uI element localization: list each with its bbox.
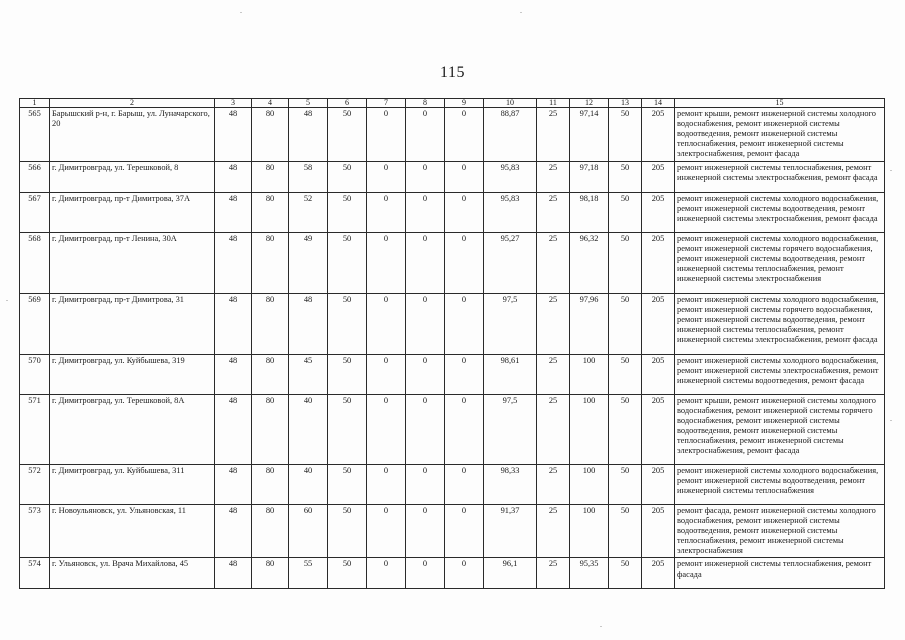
table-cell: 50 bbox=[328, 233, 367, 294]
table-cell: 55 bbox=[289, 558, 328, 589]
table-cell: 50 bbox=[328, 355, 367, 395]
works-cell: ремонт инженерной системы холодного водоснабжения, ремонт инженерной системы водоотведения, ремонт инженерной системы электроснабжения, ремонт фасада bbox=[675, 193, 885, 233]
table-row bbox=[20, 395, 885, 465]
table-cell: 205 bbox=[642, 108, 675, 162]
row-number-cell: 566 bbox=[20, 162, 50, 193]
register-table bbox=[19, 98, 885, 589]
table-cell: 25 bbox=[537, 465, 570, 505]
table-body bbox=[20, 108, 885, 589]
table-cell: 100 bbox=[570, 395, 609, 465]
table-cell: 95,83 bbox=[484, 193, 537, 233]
table-cell: 49 bbox=[289, 233, 328, 294]
table-cell: 25 bbox=[537, 355, 570, 395]
table-cell: 50 bbox=[328, 193, 367, 233]
table-cell: 0 bbox=[367, 108, 406, 162]
table-row bbox=[20, 465, 885, 505]
table-cell: 97,5 bbox=[484, 395, 537, 465]
address-cell: г. Димитровград, пр-т Димитрова, 31 bbox=[50, 294, 215, 355]
table-cell: 80 bbox=[252, 465, 289, 505]
table-cell: 0 bbox=[406, 505, 445, 558]
column-header: 6 bbox=[328, 99, 367, 108]
row-number-cell: 565 bbox=[20, 108, 50, 162]
table-cell: 0 bbox=[445, 395, 484, 465]
table-cell: 40 bbox=[289, 395, 328, 465]
table-cell: 50 bbox=[328, 558, 367, 589]
table-cell: 50 bbox=[328, 162, 367, 193]
table-cell: 25 bbox=[537, 505, 570, 558]
table-cell: 50 bbox=[328, 395, 367, 465]
table-cell: 96,32 bbox=[570, 233, 609, 294]
table-cell: 50 bbox=[609, 395, 642, 465]
table-cell: 80 bbox=[252, 505, 289, 558]
table-cell: 205 bbox=[642, 505, 675, 558]
table-cell: 97,96 bbox=[570, 294, 609, 355]
column-header: 14 bbox=[642, 99, 675, 108]
column-header: 2 bbox=[50, 99, 215, 108]
table-cell: 100 bbox=[570, 355, 609, 395]
table-cell: 25 bbox=[537, 294, 570, 355]
table-cell: 0 bbox=[367, 355, 406, 395]
table-cell: 25 bbox=[537, 193, 570, 233]
works-cell: ремонт инженерной системы холодного водоснабжения, ремонт инженерной системы горячего водоснабжения, ремонт инженерной системы водоотведения, ремонт инженерной системы теплоснабжения, ремонт инженерной системы электроснабжения bbox=[675, 233, 885, 294]
table-cell: 95,27 bbox=[484, 233, 537, 294]
table-cell: 45 bbox=[289, 355, 328, 395]
page-number: 115 bbox=[440, 64, 465, 81]
table-row bbox=[20, 233, 885, 294]
row-number-cell: 574 bbox=[20, 558, 50, 589]
table-cell: 0 bbox=[367, 294, 406, 355]
table-cell: 48 bbox=[215, 233, 252, 294]
table-cell: 48 bbox=[215, 395, 252, 465]
table-cell: 0 bbox=[406, 294, 445, 355]
row-number-cell: 571 bbox=[20, 395, 50, 465]
table-cell: 50 bbox=[609, 465, 642, 505]
table-cell: 50 bbox=[328, 294, 367, 355]
table-cell: 52 bbox=[289, 193, 328, 233]
table-cell: 48 bbox=[215, 355, 252, 395]
table-cell: 0 bbox=[367, 233, 406, 294]
header-row bbox=[20, 99, 885, 108]
table-cell: 0 bbox=[445, 505, 484, 558]
table-cell: 95,35 bbox=[570, 558, 609, 589]
table-cell: 205 bbox=[642, 233, 675, 294]
table-cell: 80 bbox=[252, 233, 289, 294]
table-cell: 100 bbox=[570, 465, 609, 505]
column-header: 1 bbox=[20, 99, 50, 108]
table-cell: 50 bbox=[609, 233, 642, 294]
table-cell: 0 bbox=[406, 558, 445, 589]
table-cell: 0 bbox=[367, 395, 406, 465]
table-cell: 48 bbox=[215, 558, 252, 589]
table-cell: 25 bbox=[537, 162, 570, 193]
row-number-cell: 573 bbox=[20, 505, 50, 558]
table-row bbox=[20, 108, 885, 162]
scan-speck bbox=[6, 300, 8, 301]
table-cell: 0 bbox=[445, 162, 484, 193]
table-cell: 48 bbox=[215, 162, 252, 193]
table-cell: 48 bbox=[215, 294, 252, 355]
table-cell: 100 bbox=[570, 505, 609, 558]
table-cell: 50 bbox=[609, 108, 642, 162]
table-cell: 91,37 bbox=[484, 505, 537, 558]
works-cell: ремонт инженерной системы холодного водоснабжения, ремонт инженерной системы водоотведения, ремонт инженерной системы теплоснабжения bbox=[675, 465, 885, 505]
address-cell: г. Ульяновск, ул. Врача Михайлова, 45 bbox=[50, 558, 215, 589]
table-cell: 0 bbox=[406, 395, 445, 465]
table-cell: 50 bbox=[609, 193, 642, 233]
table-cell: 0 bbox=[445, 355, 484, 395]
table-cell: 205 bbox=[642, 294, 675, 355]
works-cell: ремонт инженерной системы холодного водоснабжения, ремонт инженерной системы горячего водоснабжения, ремонт инженерной системы водоотведения, ремонт инженерной системы теплоснабжения, ремонт инженерной системы электроснабжения, ремонт фасада bbox=[675, 294, 885, 355]
column-header: 13 bbox=[609, 99, 642, 108]
works-cell: ремонт крыши, ремонт инженерной системы холодного водоснабжения, ремонт инженерной системы водоотведения, ремонт инженерной системы теплоснабжения, ремонт инженерной системы электроснабжения, ремонт фасада bbox=[675, 108, 885, 162]
address-cell: г. Димитровград, пр-т Димитрова, 37А bbox=[50, 193, 215, 233]
table-cell: 96,1 bbox=[484, 558, 537, 589]
column-header: 9 bbox=[445, 99, 484, 108]
works-cell: ремонт инженерной системы теплоснабжения, ремонт фасада bbox=[675, 558, 885, 589]
table-cell: 0 bbox=[367, 193, 406, 233]
scan-speck bbox=[890, 170, 892, 171]
table-cell: 50 bbox=[609, 558, 642, 589]
works-cell: ремонт крыши, ремонт инженерной системы холодного водоснабжения, ремонт инженерной системы горячего водоснабжения, ремонт инженерной системы водоотведения, ремонт инженерной системы теплоснабжения, ремонт инженерной системы электроснабжения, ремонт фасада bbox=[675, 395, 885, 465]
table-cell: 0 bbox=[445, 294, 484, 355]
scan-speck bbox=[600, 626, 602, 627]
table-cell: 0 bbox=[367, 162, 406, 193]
table-cell: 205 bbox=[642, 193, 675, 233]
row-number-cell: 572 bbox=[20, 465, 50, 505]
table-cell: 25 bbox=[537, 558, 570, 589]
table-cell: 205 bbox=[642, 162, 675, 193]
table-cell: 0 bbox=[445, 108, 484, 162]
table-cell: 58 bbox=[289, 162, 328, 193]
table-cell: 0 bbox=[445, 193, 484, 233]
table-row bbox=[20, 193, 885, 233]
table-cell: 0 bbox=[406, 108, 445, 162]
table-cell: 48 bbox=[215, 465, 252, 505]
column-header: 3 bbox=[215, 99, 252, 108]
table-row bbox=[20, 355, 885, 395]
table-cell: 98,61 bbox=[484, 355, 537, 395]
table-cell: 0 bbox=[445, 558, 484, 589]
row-number-cell: 570 bbox=[20, 355, 50, 395]
address-cell: Барышский р-н, г. Барыш, ул. Луначарского, 20 bbox=[50, 108, 215, 162]
table-cell: 88,87 bbox=[484, 108, 537, 162]
table-cell: 60 bbox=[289, 505, 328, 558]
address-cell: г. Димитровград, ул. Терешковой, 8 bbox=[50, 162, 215, 193]
row-number-cell: 568 bbox=[20, 233, 50, 294]
address-cell: г. Димитровград, ул. Куйбышева, 311 bbox=[50, 465, 215, 505]
table-cell: 80 bbox=[252, 395, 289, 465]
table-cell: 50 bbox=[609, 355, 642, 395]
table-cell: 80 bbox=[252, 162, 289, 193]
table-row bbox=[20, 294, 885, 355]
address-cell: г. Димитровград, ул. Куйбышева, 319 bbox=[50, 355, 215, 395]
table-cell: 48 bbox=[215, 108, 252, 162]
table-cell: 205 bbox=[642, 355, 675, 395]
row-number-cell: 567 bbox=[20, 193, 50, 233]
table-cell: 80 bbox=[252, 193, 289, 233]
table-cell: 48 bbox=[215, 505, 252, 558]
table-cell: 40 bbox=[289, 465, 328, 505]
table-cell: 80 bbox=[252, 108, 289, 162]
address-cell: г. Димитровград, ул. Терешковой, 8А bbox=[50, 395, 215, 465]
table-cell: 0 bbox=[367, 465, 406, 505]
table-cell: 48 bbox=[289, 108, 328, 162]
table-cell: 95,83 bbox=[484, 162, 537, 193]
row-number-cell: 569 bbox=[20, 294, 50, 355]
column-header: 4 bbox=[252, 99, 289, 108]
works-cell: ремонт инженерной системы теплоснабжения, ремонт инженерной системы электроснабжения, ремонт фасада bbox=[675, 162, 885, 193]
table-cell: 50 bbox=[609, 505, 642, 558]
table-cell: 25 bbox=[537, 108, 570, 162]
address-cell: г. Димитровград, пр-т Ленина, 30А bbox=[50, 233, 215, 294]
table-cell: 50 bbox=[328, 505, 367, 558]
scan-speck bbox=[520, 12, 522, 13]
table-cell: 205 bbox=[642, 395, 675, 465]
table-cell: 48 bbox=[289, 294, 328, 355]
column-header: 10 bbox=[484, 99, 537, 108]
table-cell: 50 bbox=[328, 465, 367, 505]
table-cell: 50 bbox=[328, 108, 367, 162]
table-cell: 98,33 bbox=[484, 465, 537, 505]
table-cell: 97,5 bbox=[484, 294, 537, 355]
table-row bbox=[20, 558, 885, 589]
table-cell: 80 bbox=[252, 355, 289, 395]
address-cell: г. Новоульяновск, ул. Ульяновская, 11 bbox=[50, 505, 215, 558]
table-row bbox=[20, 162, 885, 193]
table-cell: 0 bbox=[367, 558, 406, 589]
column-header: 12 bbox=[570, 99, 609, 108]
table-cell: 80 bbox=[252, 558, 289, 589]
works-cell: ремонт фасада, ремонт инженерной системы холодного водоснабжения, ремонт инженерной системы водоотведения, ремонт инженерной системы теплоснабжения, ремонт инженерной системы электроснабжения bbox=[675, 505, 885, 558]
table-cell: 98,18 bbox=[570, 193, 609, 233]
table-cell: 25 bbox=[537, 233, 570, 294]
table-row bbox=[20, 505, 885, 558]
table-cell: 97,18 bbox=[570, 162, 609, 193]
table-cell: 0 bbox=[406, 233, 445, 294]
column-header: 7 bbox=[367, 99, 406, 108]
table-cell: 48 bbox=[215, 193, 252, 233]
table-cell: 0 bbox=[406, 193, 445, 233]
works-cell: ремонт инженерной системы холодного водоснабжения, ремонт инженерной системы электроснабжения, ремонт инженерной системы водоотведения, ремонт фасада bbox=[675, 355, 885, 395]
column-header: 5 bbox=[289, 99, 328, 108]
table-cell: 25 bbox=[537, 395, 570, 465]
scan-speck bbox=[890, 420, 892, 421]
table-cell: 50 bbox=[609, 162, 642, 193]
table-cell: 0 bbox=[445, 233, 484, 294]
table-cell: 0 bbox=[406, 162, 445, 193]
table-cell: 0 bbox=[406, 465, 445, 505]
table-cell: 0 bbox=[367, 505, 406, 558]
table-cell: 0 bbox=[406, 355, 445, 395]
table-cell: 205 bbox=[642, 558, 675, 589]
column-header: 15 bbox=[675, 99, 885, 108]
scan-speck bbox=[240, 12, 242, 13]
column-header: 8 bbox=[406, 99, 445, 108]
column-header: 11 bbox=[537, 99, 570, 108]
table-cell: 50 bbox=[609, 294, 642, 355]
table-cell: 0 bbox=[445, 465, 484, 505]
table-cell: 205 bbox=[642, 465, 675, 505]
table-cell: 80 bbox=[252, 294, 289, 355]
table-cell: 97,14 bbox=[570, 108, 609, 162]
